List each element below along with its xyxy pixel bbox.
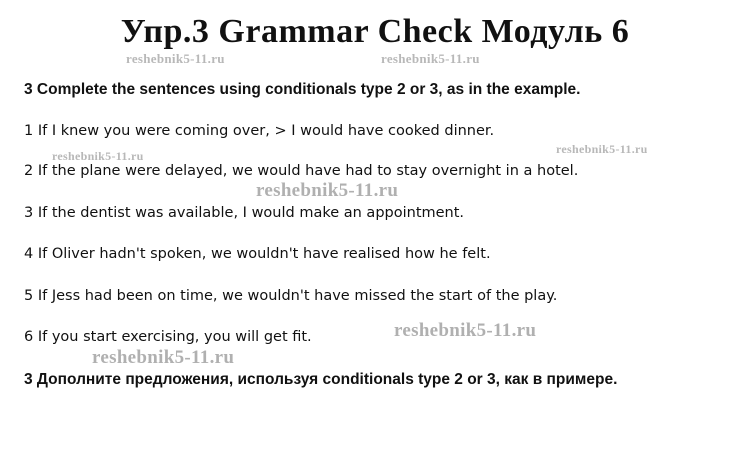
sentence-2: 2 If the plane were delayed, we would have had to stay overnight in a hotel. [24, 163, 579, 179]
sentence-3: 3 If the dentist was available, I would make an appointment. [24, 205, 465, 221]
sentence-5: 5 If Jess had been on time, we wouldn't have missed the start of the play. [24, 288, 558, 304]
watermark: reshebnik5-11.ru [92, 347, 235, 368]
sentence-6: 6 If you start exercising, you will get fit. [24, 329, 312, 345]
watermark: reshebnik5-11.ru [256, 180, 399, 201]
watermark: reshebnik5-11.ru [556, 142, 648, 156]
page-title: Упр.3 Grammar Check Модуль 6 [120, 13, 630, 50]
watermark: reshebnik5-11.ru [52, 149, 144, 163]
task-heading-ru: 3 Дополните предложения, используя conditionals type 2 or 3, как в примере. [24, 371, 618, 388]
task-heading-en: 3 Complete the sentences using conditionals type 2 or 3, as in the example. [24, 81, 581, 98]
watermark: reshebnik5-11.ru [126, 51, 225, 66]
sentence-1: 1 If I knew you were coming over, > I would have cooked dinner. [24, 123, 495, 139]
sentence-4: 4 If Oliver hadn't spoken, we wouldn't have realised how he felt. [24, 246, 491, 262]
watermark: reshebnik5-11.ru [381, 51, 480, 66]
watermark: reshebnik5-11.ru [394, 320, 537, 341]
